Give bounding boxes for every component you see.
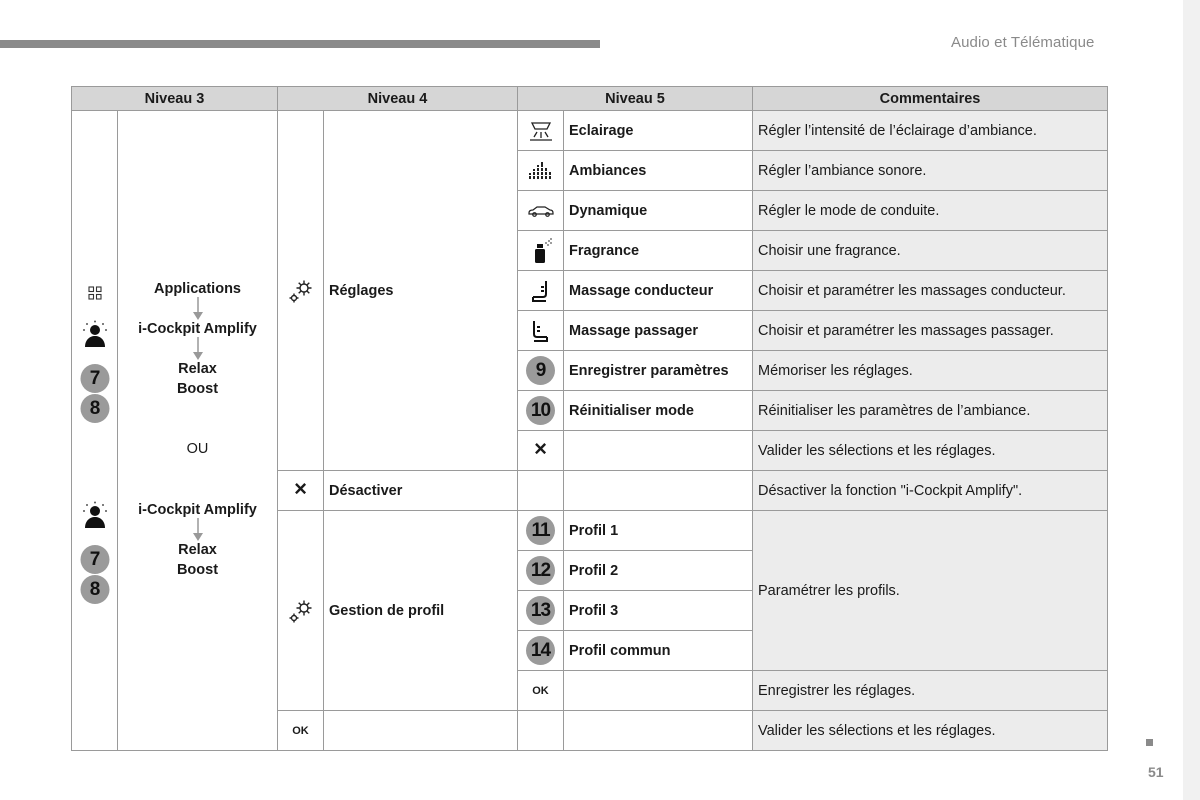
reglages-icon-cell	[278, 111, 324, 471]
number-badge-14: 14	[526, 636, 555, 665]
massage-passager-icon-cell	[518, 311, 564, 351]
settings-gears-icon	[288, 282, 314, 298]
number-badge-9: 9	[526, 356, 555, 385]
niveau5-label: Massage conducteur	[564, 271, 753, 311]
comment-cell: Réinitialiser les paramètres de l’ambiance.	[753, 391, 1108, 431]
profil-label: Profil 3	[564, 591, 753, 631]
number-badge-8: 8	[80, 575, 109, 604]
comment-cell: Choisir et paramétrer les massages passager.	[753, 311, 1108, 351]
number-badge-10: 10	[526, 396, 555, 425]
badge-cell	[518, 391, 564, 431]
niveau3-relax: Relax	[178, 542, 217, 558]
person-ambiance-icon	[82, 501, 108, 529]
number-badge-11: 11	[526, 516, 555, 545]
number-badge-12: 12	[526, 556, 555, 585]
desactiver-icon-cell	[278, 471, 324, 511]
profil-label: Profil 1	[564, 511, 753, 551]
ambiances-icon-cell	[518, 151, 564, 191]
massage-conducteur-icon-cell	[518, 271, 564, 311]
page-number: 51	[1148, 764, 1164, 780]
fragrance-icon-cell	[518, 231, 564, 271]
empty-cell	[564, 671, 753, 711]
column-header-niveau4: Niveau 4	[278, 87, 518, 111]
niveau5-label: Eclairage	[564, 111, 753, 151]
arrow-down-icon	[192, 337, 204, 361]
number-badge-13: 13	[526, 596, 555, 625]
niveau3-relax: Relax	[178, 361, 217, 377]
niveau5-label: Enregistrer paramètres	[564, 351, 753, 391]
comment-cell: Valider les sélections et les réglages.	[753, 711, 1108, 751]
niveau3-or-separator: OU	[186, 441, 209, 457]
comment-cell: Valider les sélections et les réglages.	[753, 431, 1108, 471]
badge-cell	[518, 351, 564, 391]
close-icon: ×	[534, 436, 547, 461]
table-row	[72, 111, 1108, 151]
table-header-row	[72, 87, 1108, 111]
comment-cell: Mémoriser les réglages.	[753, 351, 1108, 391]
niveau3-icockpit-amplify: i-Cockpit Amplify	[138, 502, 257, 518]
niveau5-label: Dynamique	[564, 191, 753, 231]
ok-cell	[278, 711, 324, 751]
comment-cell: Régler l’ambiance sonore.	[753, 151, 1108, 191]
comment-cell: Régler l’intensité de l’éclairage d’ambiance.	[753, 111, 1108, 151]
applications-grid-icon	[88, 283, 102, 303]
comment-cell: Régler le mode de conduite.	[753, 191, 1108, 231]
passenger-seat-massage-icon	[528, 322, 554, 338]
niveau3-icockpit-amplify: i-Cockpit Amplify	[138, 321, 257, 337]
niveau3-boost: Boost	[176, 381, 219, 397]
eclairage-icon-cell	[518, 111, 564, 151]
badge-cell	[518, 591, 564, 631]
comment-cell: Paramétrer les profils.	[753, 511, 1108, 671]
gestion-profil-icon-cell	[278, 511, 324, 711]
niveau5-label: Réinitialiser mode	[564, 391, 753, 431]
fragrance-spray-icon	[529, 242, 553, 258]
column-header-niveau3: Niveau 3	[72, 87, 278, 111]
ok-label: OK	[532, 685, 549, 697]
ok-cell	[518, 671, 564, 711]
comment-cell: Enregistrer les réglages.	[753, 671, 1108, 711]
niveau3-icons-cell	[72, 111, 118, 751]
niveau4-gestion-profil: Gestion de profil	[324, 511, 518, 711]
ok-label: OK	[292, 725, 309, 737]
driver-seat-massage-icon	[528, 282, 554, 298]
close-icon: ×	[294, 476, 307, 501]
niveau5-label: Fragrance	[564, 231, 753, 271]
comment-cell: Choisir et paramétrer les massages conducteur.	[753, 271, 1108, 311]
empty-cell	[564, 471, 753, 511]
arrow-down-icon	[192, 297, 204, 321]
column-header-commentaires: Commentaires	[753, 87, 1108, 111]
number-badge-7: 7	[80, 364, 109, 393]
page-marker	[1146, 739, 1153, 746]
comment-cell: Choisir une fragrance.	[753, 231, 1108, 271]
niveau5-label: Ambiances	[564, 151, 753, 191]
badge-cell	[518, 511, 564, 551]
person-ambiance-icon	[82, 320, 108, 348]
profil-label: Profil commun	[564, 631, 753, 671]
close-icon-cell	[518, 431, 564, 471]
empty-cell	[518, 711, 564, 751]
ceiling-lamp-icon	[528, 122, 554, 138]
dynamique-icon-cell	[518, 191, 564, 231]
niveau4-desactiver: Désactiver	[324, 471, 518, 511]
niveau3-applications: Applications	[153, 281, 241, 297]
column-header-niveau5: Niveau 5	[518, 87, 753, 111]
section-title: Audio et Télématique	[951, 34, 1095, 51]
badge-cell	[518, 631, 564, 671]
number-badge-8: 8	[80, 394, 109, 423]
page-edge-strip	[1183, 0, 1200, 800]
header-rule	[0, 40, 600, 48]
arrow-down-icon	[192, 518, 204, 542]
car-profile-icon	[527, 203, 555, 219]
empty-cell	[518, 471, 564, 511]
niveau5-label	[564, 431, 753, 471]
niveau5-label: Massage passager	[564, 311, 753, 351]
empty-cell	[564, 711, 753, 751]
niveau3-text-cell	[118, 111, 278, 751]
equalizer-icon	[528, 162, 554, 178]
settings-table	[71, 86, 1108, 751]
niveau3-boost: Boost	[176, 562, 219, 578]
niveau4-reglages: Réglages	[324, 111, 518, 471]
empty-cell	[324, 711, 518, 751]
badge-cell	[518, 551, 564, 591]
comment-cell: Désactiver la fonction "i-Cockpit Amplify".	[753, 471, 1108, 511]
settings-gears-icon	[288, 602, 314, 618]
number-badge-7: 7	[80, 545, 109, 574]
profil-label: Profil 2	[564, 551, 753, 591]
